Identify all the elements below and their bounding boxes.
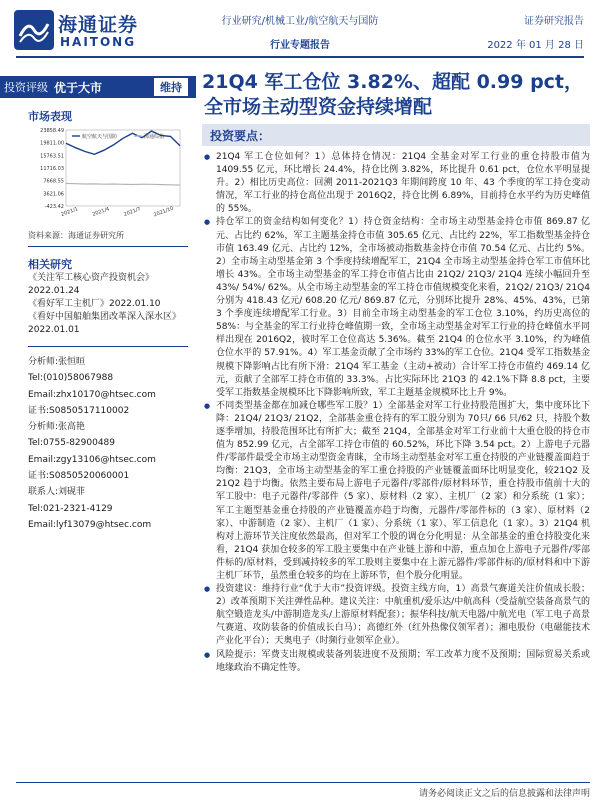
related-research-title: 相关研究	[28, 258, 72, 271]
analyst-contact-line: 联系人:刘砚菲	[28, 487, 86, 498]
investment-rating-bar	[0, 76, 196, 98]
key-point-paragraph: ● 风险提示：军费支出规模或装备列装进度不及预期；军工改革力度不及预期；国际贸易关系或地缘政治不确定性等。	[202, 649, 590, 675]
key-points-label: 投资要点：	[210, 129, 271, 143]
analyst-contact-line: Tel:0755-82900489	[28, 438, 115, 449]
y-tick-label: 7668.55	[43, 178, 64, 185]
company-logo	[14, 8, 144, 52]
analyst-contact-line[interactable]: Email:zgy13106@htsec.com	[28, 454, 156, 465]
key-point-paragraph: ● 投资建议：维持行业“优于大市”投资评级。投资主线方向，1）高景气赛道关注价值成长股；2）改革预期下关注弹性品种。建议关注：中航重机/爱乐达/中航高科（受益航空装备高景气的航空锻造龙头/中游制造龙头/上游原材料配套）；振华科技/航天电器/中航光电（军工电子高景气赛道、攻防装备的价值成长白马）；高德红外（红外热像仪领军者）；湘电股份（电磁能技术产业化平台）；天奥电子（时频行业领军企业）。	[202, 583, 590, 648]
x-tick-label: 2021/7	[123, 206, 142, 218]
key-point-paragraph: ● 不同类型基金都在加减仓哪些军工股？1）全部基金对军工行业持股范围扩大，集中度环比下降：21Q4/ 21Q3/ 21Q2，全部基金重仓持有的军工股分别为 70只/ 66 只/62 只，持股个数逐季增加，持股范围环比有所扩大；截至 21Q4，全部基金对军工行业前十大重仓股的持仓市值为 852.99 亿元，占全部军工持仓市值的 60.52%，环比下降 3.54 pct。2）上游电子元器件/零部件最受全市场主动型资金青睐，全市场主动型基金对军工重仓持股的产业链覆盖面趋于均衡：21Q3，全市场主动型基金的军工重仓持股的产业链覆盖面环比明显变化，较21Q2 及 21Q2 趋于均衡。依然主要布局上游电子元器件/零部件/原材料环节，重仓持股市值前十大的军工股中：电子元器件/零部件（5 家）、原材料（2 家）、主机厂（2 家）和分系统（1 家）；军工主题型基金重仓持股的产业链覆盖亦趋于均衡，元器件/零部件标的（3 家）、原材料（2 家）、中游制造（2 家）、主机厂（1 家）、分系统（1 家）、军工信息化（1 家）。3）21Q4 机构对上游环节关注度依然最高，但对军工个股的调仓分化明显：从全部基金的重仓持股变化来看，21Q4 获加仓较多的军工股主要集中在产业链上游和中游，重点加仓上游电子元器件/零部件标的/原材料，受到减持较多的军工股则主要集中在上游元器件/零部件标的/原材料和中下游主机厂环节，虽然重仓较多的均在上游环节，但个股分化明显。	[202, 400, 590, 583]
report-title	[202, 70, 592, 120]
key-point-paragraph: ● 持仓军工的资金结构如何变化？1）持仓资金结构：全市场主动型基金持仓市值 869.87 亿元、占比约 62%，军工主题基金持仓市值 305.65 亿元、占比约 22%，军工指数型基金持仓市值 163.49 亿元、占比约 12%，全市场被动指数基金持仓市值 70.54 亿元、占比约 5%。2）全市场主动型基金第 3 个季度持续增配军工，21Q4 全市场主动型基金持仓军工市值环比增长 43%。全市场主动型基金的军工持仓市值占比由 21Q2/ 21Q3/ 21Q4 连续小幅回升至 43%/ 54%/ 62%。从全市场主动型基金的军工持仓市值规模变化来看，21Q2/ 21Q3/ 21Q4 分别为 418.43 亿元/ 608.20 亿元/ 869.87 亿元，分别环比提升 28%、45%、43%，已第 3 个季度连续增配军工行业。3）目前全市场主动型基金的军工仓位 3.10%，约历史高位的 58%：与全基金的军工行业持仓峰值期一致，全市场主动型基金对军工行业的持仓峰值水平同样出现在 2016Q2，彼时军工仓位高达 5.36%。截至 21Q4 的仓位水平 3.10%，约为峰值仓位水平的 57.91%。4）军工基金贡献了全市场约 33%的军工仓位。21Q4 受军工指数基金规模下降影响占比有所下滑：21Q4 军工基金（主动+被动）合计军工持仓市值约 469.14 亿元，贡献了全部军工持仓市值的 33.3%。占比实际环比 21Q3 的 42.1%下降 8.8 pct，主要受军工指数基金规模环比下降影响所致，军工主题基金规模环比上升 9%。	[202, 216, 590, 399]
market-performance-title: 市场表现	[28, 110, 72, 123]
rating-status: 维持	[154, 78, 188, 96]
section-divider	[28, 346, 188, 347]
related-research-item[interactable]: 2022.01.24	[28, 286, 80, 296]
analyst-contact-line[interactable]: Email:lyf13079@htsec.com	[28, 519, 152, 530]
x-tick-label: 2021/10	[152, 205, 175, 219]
logo-chinese-name: 海通证券	[58, 14, 139, 36]
y-tick-label: 3621.06	[43, 191, 64, 198]
analyst-contacts	[28, 354, 198, 533]
key-points-bar	[202, 124, 590, 146]
market-performance-chart	[28, 124, 188, 224]
x-tick-label: 2021/1	[60, 206, 79, 218]
y-tick-label: 15763.51	[40, 153, 64, 160]
header-divider	[16, 56, 584, 58]
report-date: 2022 年 01 月 28 日	[487, 40, 584, 51]
analyst-contact-line: Tel:021-2321-4129	[28, 503, 113, 514]
related-research-item[interactable]: 2022.01.01	[28, 325, 80, 335]
legend-label: 航空航天与国防	[82, 134, 118, 140]
y-tick-label: 23858.49	[40, 128, 64, 134]
section-divider	[28, 246, 188, 247]
disclaimer-footer: 请务必阅读正文之后的信息披露和法律声明	[418, 789, 590, 799]
analyst-contact-line: 分析师:张恒晅	[28, 357, 86, 367]
key-point-paragraph: ● 21Q4 军工仓位如何？1）总体持仓情况：21Q4 全基金对军工行业的重仓持股市值为 1409.55 亿元，环比增长 24.4%，持仓比例 3.82%，环比提升 0.61 pct，仓位水平明显提升。2）相比历史高位：回溯 2011-2021Q3 年期间跨度 10 年、43 个季度的军工持仓变动情况，军工行业的持仓高位出现于 2016Q2，持仓比例 6.89%，目前持仓水平约为历史峰值的 55%。	[202, 151, 590, 216]
haitong-logo-icon	[14, 10, 54, 50]
legend-label: 海通综指	[144, 134, 165, 140]
related-research-item[interactable]: 《看好中国船舶集团改革深入深水区》	[28, 312, 182, 322]
y-tick-label: 11716.03	[40, 166, 64, 172]
footer-divider	[16, 782, 590, 783]
chart-source: 资料来源：海通证券研究所	[28, 231, 124, 240]
report-title-line-1: 21Q4 军工仓位 3.82%、超配 0.99 pct，	[202, 71, 584, 93]
y-tick-label: 19811.00	[40, 140, 64, 147]
report-type: 行业专题报告	[270, 40, 330, 51]
logo-english-name: HAITONG	[60, 35, 137, 49]
key-points-content	[202, 151, 590, 675]
report-header	[0, 0, 600, 60]
related-research-list	[28, 272, 198, 337]
report-series: 证券研究报告	[524, 16, 584, 27]
analyst-contact-line: 证书:S0850517110002	[28, 405, 130, 416]
rating-value: 优于大市	[54, 80, 103, 95]
analyst-contact-line[interactable]: Email:zhx10170@htsec.com	[28, 389, 156, 400]
series-line-1	[66, 183, 180, 185]
related-research-item[interactable]: 《看好军工主机厂》2022.01.10	[28, 299, 161, 309]
x-tick-label: 2021/4	[91, 206, 111, 218]
y-tick-label: -423.42	[44, 204, 64, 210]
analyst-contact-line: 分析师:张高艳	[28, 422, 86, 433]
industry-categories: 行业研究/机械工业/航空航天与国防	[221, 16, 379, 27]
report-title-line-2: 全市场主动型资金持续增配	[204, 96, 433, 118]
rating-label: 投资评级	[4, 81, 48, 94]
chart-plot-frame	[66, 130, 180, 206]
analyst-contact-line: Tel:(010)58067988	[28, 373, 114, 384]
related-research-item[interactable]: 《关注军工核心资产投资机会》	[28, 273, 155, 283]
analyst-contact-line: 证书:S0850520060001	[28, 471, 130, 482]
